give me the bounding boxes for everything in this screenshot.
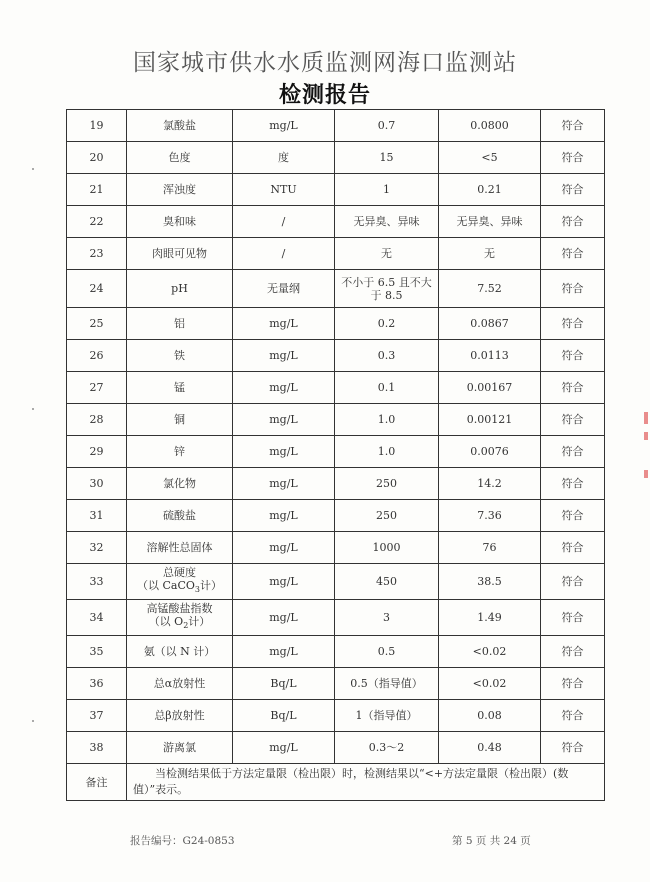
table-row [67,500,605,532]
org-title: 国家城市供水水质监测网海口监测站 [133,50,517,76]
row-number: 36 [67,668,127,700]
limit-value: 1 [335,174,439,206]
limit-value: 0.1 [335,372,439,404]
verdict: 符合 [541,270,605,308]
limit-value [335,270,439,308]
result-value: 7.52 [439,270,541,308]
verdict: 符合 [541,636,605,668]
limit-line1: 不小于 6.5 且不大 [341,275,432,289]
unit: Bq/L [233,700,335,732]
row-number: 27 [67,372,127,404]
verdict: 符合 [541,308,605,340]
limit-value: 250 [335,468,439,500]
item-name: 色度 [127,142,233,174]
unit: / [233,238,335,270]
limit-value: 0.3 [335,340,439,372]
table-row [67,340,605,372]
verdict: 符合 [541,500,605,532]
result-value: 1.49 [439,600,541,636]
table-row [67,142,605,174]
verdict: 符合 [541,468,605,500]
result-value: <0.02 [439,636,541,668]
limit-value: 0.5 [335,636,439,668]
result-value: 14.2 [439,468,541,500]
results-table-body [67,110,605,764]
limit-value: 1.0 [335,436,439,468]
verdict: 符合 [541,174,605,206]
table-row [67,668,605,700]
limit-value: 3 [335,600,439,636]
row-number: 21 [67,174,127,206]
subscript: 3 [194,585,200,595]
result-value: 76 [439,532,541,564]
item-name: 锌 [127,436,233,468]
unit: mg/L [233,404,335,436]
table-row [67,270,605,308]
item-name: 溶解性总固体 [127,532,233,564]
row-number: 31 [67,500,127,532]
row-number: 22 [67,206,127,238]
table-row [67,564,605,600]
verdict: 符合 [541,110,605,142]
item-name: 铁 [127,340,233,372]
table-row [67,636,605,668]
unit: Bq/L [233,668,335,700]
item-name: 浑浊度 [127,174,233,206]
row-number: 19 [67,110,127,142]
limit-value: 1（指导值） [335,700,439,732]
unit: mg/L [233,308,335,340]
table-row [67,404,605,436]
unit: mg/L [233,564,335,600]
item-name: 臭和味 [127,206,233,238]
row-number: 34 [67,600,127,636]
limit-value: 无 [335,238,439,270]
limit-value: 无异臭、异味 [335,206,439,238]
item-name: 总β放射性 [127,700,233,732]
item-name: 氯酸盐 [127,110,233,142]
row-number: 37 [67,700,127,732]
item-name: 硫酸盐 [127,500,233,532]
limit-value: 1000 [335,532,439,564]
limit-value: 1.0 [335,404,439,436]
result-value: <5 [439,142,541,174]
row-number: 29 [67,436,127,468]
item-name: 游离氯 [127,732,233,764]
table-row [67,532,605,564]
result-value: 0.00167 [439,372,541,404]
row-number: 28 [67,404,127,436]
results-table [66,109,605,801]
result-value: 0.0800 [439,110,541,142]
item-name-line2: （以 O [148,615,184,629]
item-name: 锰 [127,372,233,404]
unit: 度 [233,142,335,174]
scan-speck [32,168,34,170]
verdict: 符合 [541,142,605,174]
item-name-line1: 总硬度 [163,566,196,580]
row-number: 23 [67,238,127,270]
item-name: 氯化物 [127,468,233,500]
table-row [67,600,605,636]
unit: mg/L [233,468,335,500]
verdict: 符合 [541,564,605,600]
remark-row [67,764,605,801]
unit: mg/L [233,372,335,404]
verdict: 符合 [541,532,605,564]
unit: / [233,206,335,238]
verdict: 符合 [541,372,605,404]
result-value: 0.48 [439,732,541,764]
result-value: 0.0113 [439,340,541,372]
item-name: 铜 [127,404,233,436]
item-name: 总α放射性 [127,668,233,700]
remark-text: 当检测结果低于方法定量限（检出限）时，检测结果以“<+方法定量限（检出限）(数值）”表示。 [127,764,605,801]
seal-edge-mark [644,432,648,440]
verdict: 符合 [541,238,605,270]
result-value: 0.08 [439,700,541,732]
seal-edge-mark [644,412,648,424]
unit: mg/L [233,600,335,636]
result-value: 38.5 [439,564,541,600]
item-name [127,564,233,600]
table-row [67,110,605,142]
limit-value: 0.2 [335,308,439,340]
report-number: 报告编号：G24-0853 [130,835,235,847]
unit: mg/L [233,532,335,564]
table-row [67,174,605,206]
limit-value: 450 [335,564,439,600]
limit-value: 250 [335,500,439,532]
verdict: 符合 [541,206,605,238]
limit-value: 0.5（指导值） [335,668,439,700]
row-number: 32 [67,532,127,564]
scan-speck [32,720,34,722]
verdict: 符合 [541,436,605,468]
table-row [67,372,605,404]
result-value: 7.36 [439,500,541,532]
verdict: 符合 [541,700,605,732]
result-value: 0.0076 [439,436,541,468]
unit: mg/L [233,500,335,532]
verdict: 符合 [541,600,605,636]
table-row [67,468,605,500]
table-row [67,308,605,340]
remark-label: 备注 [67,764,127,801]
table-row [67,238,605,270]
result-value: 无 [439,238,541,270]
result-value: 无异臭、异味 [439,206,541,238]
unit: mg/L [233,636,335,668]
verdict: 符合 [541,340,605,372]
row-number: 33 [67,564,127,600]
subscript: 2 [183,621,189,631]
unit: mg/L [233,340,335,372]
table-row [67,732,605,764]
row-number: 24 [67,270,127,308]
limit-value: 0.3～2 [335,732,439,764]
row-number: 25 [67,308,127,340]
row-number: 35 [67,636,127,668]
limit-line2: 于 8.5 [370,288,403,302]
row-number: 30 [67,468,127,500]
row-number: 38 [67,732,127,764]
item-name-line1: 高锰酸盐指数 [146,602,213,616]
item-name: pH [127,270,233,308]
scan-speck [32,408,34,410]
unit: mg/L [233,110,335,142]
limit-value: 15 [335,142,439,174]
seal-edge-mark [644,470,648,478]
page-info: 第 5 页 共 24 页 [452,835,531,847]
table-row [67,206,605,238]
item-name: 铝 [127,308,233,340]
result-value: 0.00121 [439,404,541,436]
table-row [67,700,605,732]
table-row [67,436,605,468]
report-title: 检测报告 [278,82,371,108]
item-name: 肉眼可见物 [127,238,233,270]
item-name-line2-end: 计） [200,579,222,593]
verdict: 符合 [541,668,605,700]
item-name: 氨（以 N 计） [127,636,233,668]
item-name-line2: （以 CaCO [137,579,195,593]
unit: NTU [233,174,335,206]
row-number: 26 [67,340,127,372]
limit-value: 0.7 [335,110,439,142]
verdict: 符合 [541,732,605,764]
result-value: <0.02 [439,668,541,700]
result-value: 0.21 [439,174,541,206]
unit: 无量纲 [233,270,335,308]
unit: mg/L [233,732,335,764]
item-name-line2-end: 计） [188,615,211,629]
row-number: 20 [67,142,127,174]
result-value: 0.0867 [439,308,541,340]
item-name [127,600,233,636]
unit: mg/L [233,436,335,468]
verdict: 符合 [541,404,605,436]
